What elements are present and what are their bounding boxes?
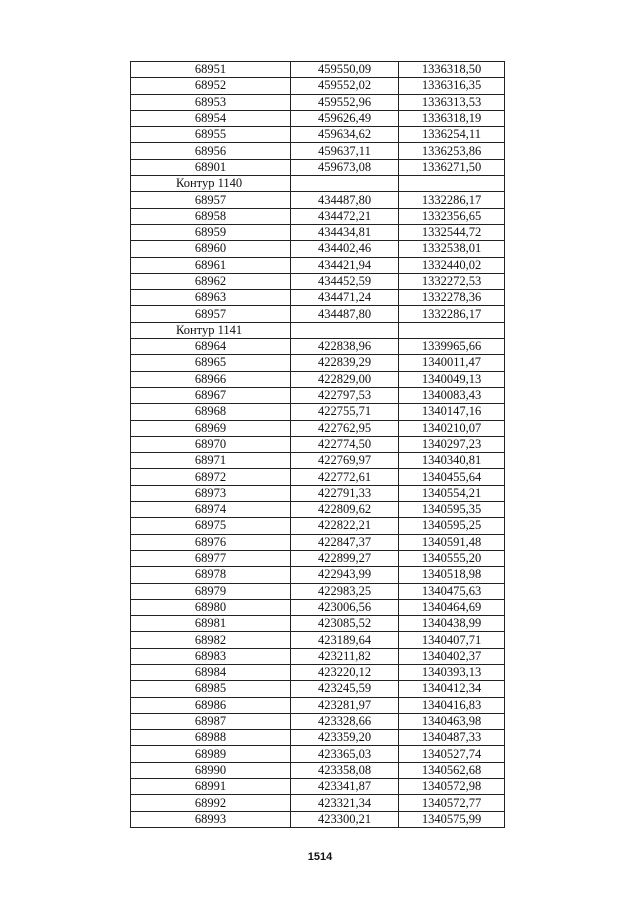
point-number-cell: 68980 [131,599,291,615]
empty-cell [399,176,505,192]
y-coordinate-cell: 1340407,71 [399,632,505,648]
point-number-cell: 68955 [131,127,291,143]
x-coordinate-cell: 423328,66 [291,713,399,729]
y-coordinate-cell: 1340575,99 [399,811,505,827]
y-coordinate-cell: 1336316,35 [399,78,505,94]
x-coordinate-cell: 422943,99 [291,567,399,583]
point-number-cell: 68968 [131,404,291,420]
y-coordinate-cell: 1340297,23 [399,436,505,452]
y-coordinate-cell: 1340554,21 [399,485,505,501]
empty-cell [291,322,399,338]
contour-label: Контур 1140 [131,176,291,192]
table-row [131,339,505,355]
table-row [131,94,505,110]
y-coordinate-cell: 1340595,25 [399,518,505,534]
contour-label: Контур 1141 [131,322,291,338]
table-row [131,159,505,175]
table-row [131,713,505,729]
table-row [131,371,505,387]
table-row [131,404,505,420]
point-number-cell: 68984 [131,664,291,680]
y-coordinate-cell: 1339965,66 [399,339,505,355]
x-coordinate-cell: 422774,50 [291,436,399,452]
x-coordinate-cell: 423189,64 [291,632,399,648]
x-coordinate-cell: 422755,71 [291,404,399,420]
x-coordinate-cell: 422769,97 [291,453,399,469]
point-number-cell: 68990 [131,762,291,778]
x-coordinate-cell: 434472,21 [291,208,399,224]
point-number-cell: 68989 [131,746,291,762]
table-row [131,648,505,664]
table-row [131,420,505,436]
point-number-cell: 68951 [131,62,291,78]
table-row [131,355,505,371]
y-coordinate-cell: 1336253,86 [399,143,505,159]
table-row [131,730,505,746]
point-number-cell: 68962 [131,273,291,289]
point-number-cell: 68957 [131,306,291,322]
x-coordinate-cell: 422772,61 [291,469,399,485]
y-coordinate-cell: 1340011,47 [399,355,505,371]
y-coordinate-cell: 1340595,35 [399,502,505,518]
table-row [131,290,505,306]
point-number-cell: 68967 [131,387,291,403]
x-coordinate-cell: 434421,94 [291,257,399,273]
coordinates-table [130,61,505,828]
x-coordinate-cell: 422822,21 [291,518,399,534]
point-number-cell: 68957 [131,192,291,208]
table-row [131,534,505,550]
point-number-cell: 68971 [131,453,291,469]
x-coordinate-cell: 459550,09 [291,62,399,78]
point-number-cell: 68972 [131,469,291,485]
y-coordinate-cell: 1340049,13 [399,371,505,387]
y-coordinate-cell: 1332286,17 [399,306,505,322]
table-row [131,387,505,403]
x-coordinate-cell: 423245,59 [291,681,399,697]
y-coordinate-cell: 1332278,36 [399,290,505,306]
point-number-cell: 68901 [131,159,291,175]
point-number-cell: 68983 [131,648,291,664]
table-row [131,567,505,583]
table-row [131,257,505,273]
y-coordinate-cell: 1340562,68 [399,762,505,778]
table-row [131,583,505,599]
x-coordinate-cell: 422838,96 [291,339,399,355]
table-row [131,78,505,94]
table-row [131,811,505,827]
y-coordinate-cell: 1336318,50 [399,62,505,78]
point-number-cell: 68982 [131,632,291,648]
table-row [131,795,505,811]
coordinates-table-body [131,62,505,828]
y-coordinate-cell: 1332440,02 [399,257,505,273]
empty-cell [291,176,399,192]
point-number-cell: 68960 [131,241,291,257]
x-coordinate-cell: 423220,12 [291,664,399,680]
x-coordinate-cell: 423211,82 [291,648,399,664]
point-number-cell: 68973 [131,485,291,501]
table-row [131,273,505,289]
point-number-cell: 68952 [131,78,291,94]
point-number-cell: 68963 [131,290,291,306]
y-coordinate-cell: 1336318,19 [399,110,505,126]
table-row [131,518,505,534]
x-coordinate-cell: 459626,49 [291,110,399,126]
y-coordinate-cell: 1340438,99 [399,616,505,632]
table-row [131,697,505,713]
point-number-cell: 68979 [131,583,291,599]
table-row [131,241,505,257]
y-coordinate-cell: 1340518,98 [399,567,505,583]
y-coordinate-cell: 1340416,83 [399,697,505,713]
x-coordinate-cell: 434434,81 [291,224,399,240]
y-coordinate-cell: 1340147,16 [399,404,505,420]
x-coordinate-cell: 423341,87 [291,779,399,795]
y-coordinate-cell: 1340572,77 [399,795,505,811]
x-coordinate-cell: 423281,97 [291,697,399,713]
table-row [131,779,505,795]
y-coordinate-cell: 1332356,65 [399,208,505,224]
page-number: 1514 [307,851,333,863]
point-number-cell: 68959 [131,224,291,240]
point-number-cell: 68974 [131,502,291,518]
x-coordinate-cell: 422899,27 [291,550,399,566]
table-row [131,469,505,485]
point-number-cell: 68987 [131,713,291,729]
point-number-cell: 68969 [131,420,291,436]
point-number-cell: 68966 [131,371,291,387]
x-coordinate-cell: 459673,08 [291,159,399,175]
y-coordinate-cell: 1340210,07 [399,420,505,436]
table-row [131,632,505,648]
x-coordinate-cell: 422983,25 [291,583,399,599]
x-coordinate-cell: 434471,24 [291,290,399,306]
point-number-cell: 68954 [131,110,291,126]
x-coordinate-cell: 423359,20 [291,730,399,746]
table-row [131,664,505,680]
y-coordinate-cell: 1340487,33 [399,730,505,746]
point-number-cell: 68981 [131,616,291,632]
y-coordinate-cell: 1340475,63 [399,583,505,599]
table-row [131,616,505,632]
y-coordinate-cell: 1340463,98 [399,713,505,729]
point-number-cell: 68956 [131,143,291,159]
contour-header-row [131,322,505,338]
y-coordinate-cell: 1340083,43 [399,387,505,403]
point-number-cell: 68977 [131,550,291,566]
table-row [131,436,505,452]
point-number-cell: 68975 [131,518,291,534]
x-coordinate-cell: 423365,03 [291,746,399,762]
y-coordinate-cell: 1340412,34 [399,681,505,697]
point-number-cell: 68991 [131,779,291,795]
table-row [131,681,505,697]
y-coordinate-cell: 1340464,69 [399,599,505,615]
point-number-cell: 68976 [131,534,291,550]
y-coordinate-cell: 1340572,98 [399,779,505,795]
table-row [131,62,505,78]
point-number-cell: 68992 [131,795,291,811]
y-coordinate-cell: 1336271,50 [399,159,505,175]
x-coordinate-cell: 459552,02 [291,78,399,94]
table-row [131,453,505,469]
table-row [131,110,505,126]
y-coordinate-cell: 1332538,01 [399,241,505,257]
y-coordinate-cell: 1340555,20 [399,550,505,566]
table-row [131,762,505,778]
table-row [131,746,505,762]
table-row [131,143,505,159]
y-coordinate-cell: 1340455,64 [399,469,505,485]
point-number-cell: 68986 [131,697,291,713]
x-coordinate-cell: 423358,08 [291,762,399,778]
empty-cell [399,322,505,338]
table-row [131,485,505,501]
point-number-cell: 68970 [131,436,291,452]
point-number-cell: 68958 [131,208,291,224]
y-coordinate-cell: 1336254,11 [399,127,505,143]
y-coordinate-cell: 1340402,37 [399,648,505,664]
y-coordinate-cell: 1340340,81 [399,453,505,469]
x-coordinate-cell: 422839,29 [291,355,399,371]
y-coordinate-cell: 1336313,53 [399,94,505,110]
x-coordinate-cell: 434487,80 [291,306,399,322]
point-number-cell: 68993 [131,811,291,827]
x-coordinate-cell: 422762,95 [291,420,399,436]
point-number-cell: 68961 [131,257,291,273]
y-coordinate-cell: 1340393,13 [399,664,505,680]
x-coordinate-cell: 422797,53 [291,387,399,403]
y-coordinate-cell: 1332272,53 [399,273,505,289]
table-row [131,502,505,518]
table-row [131,127,505,143]
y-coordinate-cell: 1332286,17 [399,192,505,208]
point-number-cell: 68964 [131,339,291,355]
table-row [131,208,505,224]
x-coordinate-cell: 459552,96 [291,94,399,110]
x-coordinate-cell: 422829,00 [291,371,399,387]
table-row [131,550,505,566]
table-row [131,599,505,615]
x-coordinate-cell: 434487,80 [291,192,399,208]
x-coordinate-cell: 422809,62 [291,502,399,518]
point-number-cell: 68965 [131,355,291,371]
x-coordinate-cell: 422847,37 [291,534,399,550]
x-coordinate-cell: 422791,33 [291,485,399,501]
point-number-cell: 68978 [131,567,291,583]
contour-header-row [131,176,505,192]
table-row [131,306,505,322]
point-number-cell: 68988 [131,730,291,746]
x-coordinate-cell: 423085,52 [291,616,399,632]
x-coordinate-cell: 423300,21 [291,811,399,827]
y-coordinate-cell: 1332544,72 [399,224,505,240]
y-coordinate-cell: 1340527,74 [399,746,505,762]
x-coordinate-cell: 459637,11 [291,143,399,159]
point-number-cell: 68953 [131,94,291,110]
table-row [131,192,505,208]
point-number-cell: 68985 [131,681,291,697]
x-coordinate-cell: 423321,34 [291,795,399,811]
table-row [131,224,505,240]
x-coordinate-cell: 434402,46 [291,241,399,257]
y-coordinate-cell: 1340591,48 [399,534,505,550]
x-coordinate-cell: 434452,59 [291,273,399,289]
x-coordinate-cell: 459634,62 [291,127,399,143]
x-coordinate-cell: 423006,56 [291,599,399,615]
